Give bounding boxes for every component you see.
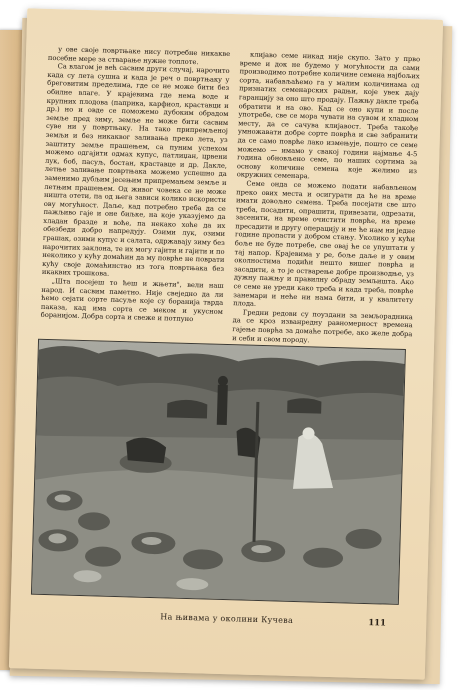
field-photograph	[31, 339, 406, 605]
paragraph: „Шта посејеш то ћеш и жњети", вели наш народ. И сасвим паметно. Није свеједно да ли ћемо сејати сорте пасуље које су боранија тврда паказа, кад има сорта се меком и укусном боранијом. Добра сорта и свеже и потпуно	[40, 277, 224, 324]
paragraph: Семе онда се можемо подати набављеном преко ових места и осигурати да ће на време имати довољно семена. Треба посејати све што треба, посадити, опрашити, привезати, одрезати, засенити, на време очистити поврће, на време пресадити и другу операцију и не ће нам ни једне године пропасти у добром стању. Уколико у кући боље не буде потребе, све овај ће се упуштати у тај напор. Крајевима у ре, боље даље и у овим околностима подићи нешто вишег поврћа и засадити, а то је остварење добре производње, уз дужну пажњу и правилну обраду земљишта. Ако се семе не уреди како треба и када треба, поврће занемари и неће ни нама бити, и у квалитету плода.	[233, 179, 417, 309]
paragraph: у ове своје повртњаке нису потребне никакве посебне мере за стварање нужне топлоте.	[47, 45, 231, 66]
photograph-illustration	[32, 340, 405, 604]
paragraph: Са влагом је већ сасвим други случај, нарочито када су лета сушна и када је реч о повртњаку у бреговитим пределима, где се не може бити без обилне влаге. У крајевима где нема воде и крупних плодова (паприка, карфиол, краставци и др.) но и овде се поможемо дубоким обрадом земље пред зиму, земље не може бити сасвим суве ни у повртњаку. На тако припремљеној земљи и без никаквог заливања преко лета, уз заштиту земље прашењем, са пуним успехом можемо одгајити одмах купус, патлиџан, црвени лук, боб, пасуљ, бостан, краставце и др. Дакле, летње заливање повртњака можемо успешно да заменимо дубљим јесењим припремањем земље и летњим прашењем. Од живог човека се не може ништа отети, па од њега зависи колико искористи ову могућност. Даље, кад потребно треба да се пажљиво гаје и оне биљке, на које указујемо да хладан бразде и воће, па некако хоће да их обезбеди добро напредују. Озими лук, озими грашак, озими купус и салата, одржавају зиму без нарочитих заклона, те их могу гајити и гајити и по неколико у кућу домаћин да му поврће не поврати кућу своје домаћинство из тога повртњака без икаквих трошкова.	[41, 62, 230, 279]
right-text-column	[232, 50, 420, 347]
previous-page-text-fragment	[0, 100, 16, 340]
left-text-column	[41, 45, 231, 325]
page-number: 111	[368, 618, 387, 629]
paragraph: Гредни редови су поуздани за земљорадника да се кроз изванредну равномерност времена гајење поврћа за домаће потребе, ако желе добра и себи и свом породу.	[232, 308, 413, 344]
paragraph: клијаво семе никад није скупо. Зато у прво време и док не будемо у могућности да сами производимо потребне количине семена најбољих сорта, набављаћемо га у малим количинама од признатих семенарских радњи, које увек дају гаранцију за оно што продају. Пажњу дакле треба обратити и на ово. Кад се оно купи и после употребе, све се мора чувати на сувом и хладном месту, да се сачува клијавост. Треба такође умножавати добре сорте поврћа и све забранити да се само поврће лако измењује, пошто се семе можемо — имамо у свакој години најмање 4-5 година обновљено семе, по наших сортима за основу количине семена које желимо из окружних семенара.	[236, 50, 421, 181]
book-page	[9, 8, 443, 679]
photo-caption: На њивама у околини Кучева	[160, 612, 294, 625]
